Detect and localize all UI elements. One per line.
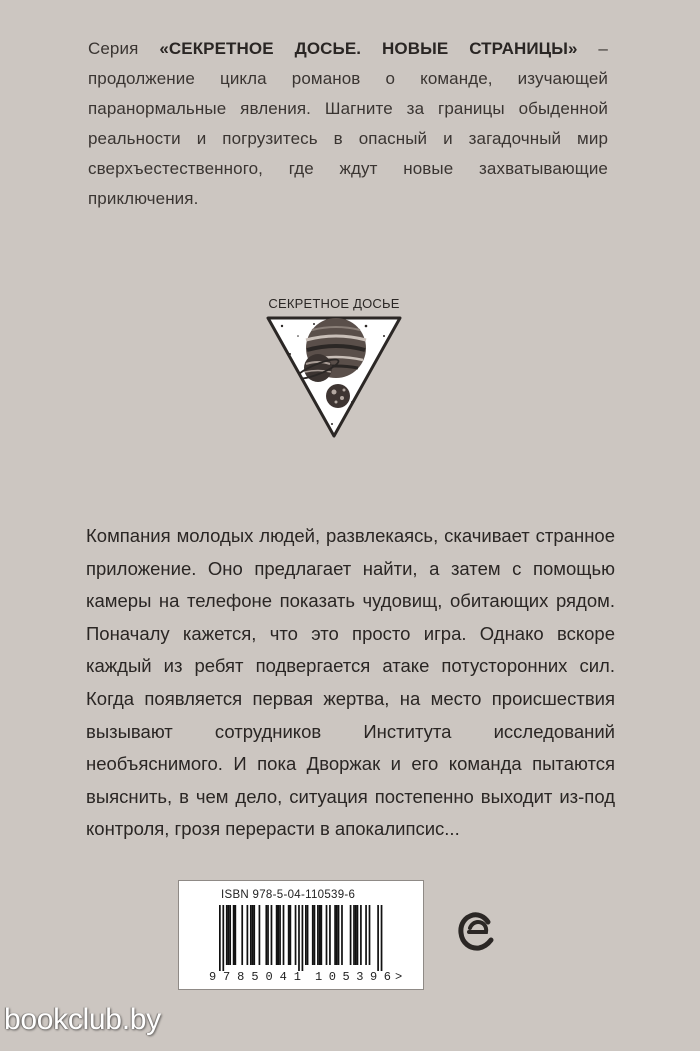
barcode-bar [334,905,336,965]
barcode-bar [357,905,359,965]
barcode-bar [341,905,343,965]
series-intro-text: – продолжение цикла романов о команде, изучающей паранормальные явления. Шагните за границы обыденной реальности и погрузитесь в опасный и загадочный мир сверхъестественного, где ждут новые захватывающие приключения. [88,39,608,208]
barcode-bar [259,905,261,965]
barcode-bar [365,905,367,965]
barcode-bar [233,905,235,965]
series-name: «СЕКРЕТНОЕ ДОСЬЕ. НОВЫЕ СТРАНИЦЫ» [159,39,578,58]
barcode-bar [381,905,383,971]
barcode-bar [252,905,254,965]
bookclub-watermark: bookclub.by [4,1003,161,1036]
barcode-right-group: 105396 [315,970,391,984]
small-planet [326,384,350,408]
barcode-bar [326,905,328,965]
barcode-bar [288,905,290,965]
series-logo [262,296,406,446]
barcode-bar [253,905,255,965]
barcode-label [178,880,424,990]
series-intro [88,34,608,214]
eksmo-e-logo-icon [458,910,498,954]
barcode-bar [307,905,309,965]
barcode-quiet-mark: > [395,970,403,984]
barcode-bar [250,905,252,965]
barcode-bar [277,905,279,965]
barcode-bar [295,905,297,965]
barcode-bar [271,905,273,965]
barcode-bars [219,905,382,971]
barcode-bar [320,905,322,965]
barcode-bar [353,905,355,965]
barcode-bar [319,905,321,965]
barcode-bar [312,905,314,965]
barcode-bar [229,905,231,965]
barcode-bar [241,905,243,965]
barcode-bar [298,905,300,971]
series-intro-prefix: Серия [88,39,160,58]
barcode-bar [283,905,285,965]
isbn-number: ISBN 978-5-04-110539-6 [221,889,356,901]
barcode-bar [226,905,228,965]
barcode-bar [302,905,304,971]
barcode-bar [350,905,352,965]
barcode-bar [317,905,319,965]
barcode-left-group: 785041 [223,970,301,984]
barcode-bar [267,905,269,965]
planets-triangle-icon [262,314,406,439]
barcode-bar [369,905,371,965]
barcode-lead-digit: 9 [209,970,217,984]
barcode-bar [279,905,281,965]
synopsis: Компания молодых людей, развлекаясь, скачивает странное приложение. Оно предлагает найти, а затем с помощью камеры на телефоне показать чудовищ, обитающих рядом. Поначалу кажется, что это просто игра. Однако вскоре каждый из ребят подвергается атаке потусторонних сил. Когда появляется первая жертва, на место происшествия вызывают сотрудников Института исследований необъяснимого. И пока Дворжак и его команда пытаются выяснить, в чем дело, ситуация постепенно выходит из-под контроля, грозя перерасти в апокалипсис... [86,525,615,840]
barcode-bar [314,905,316,965]
barcode-bar [329,905,331,965]
series-logo-title: СЕКРЕТНОЕ ДОСЬЕ [268,296,400,311]
barcode-bar [290,905,292,965]
barcode-bar [360,905,362,965]
barcode-bar [219,905,221,971]
barcode-bar [305,905,307,965]
barcode-bar [265,905,267,965]
barcode-bar [355,905,357,965]
barcode-bar [247,905,249,965]
barcode-bar [336,905,338,965]
barcode-bar [338,905,340,965]
barcode-bar [234,905,236,965]
barcode [179,881,423,989]
barcode-bar [377,905,379,971]
barcode-bar [276,905,278,965]
barcode-bar [222,905,224,971]
barcode-bar [228,905,230,965]
